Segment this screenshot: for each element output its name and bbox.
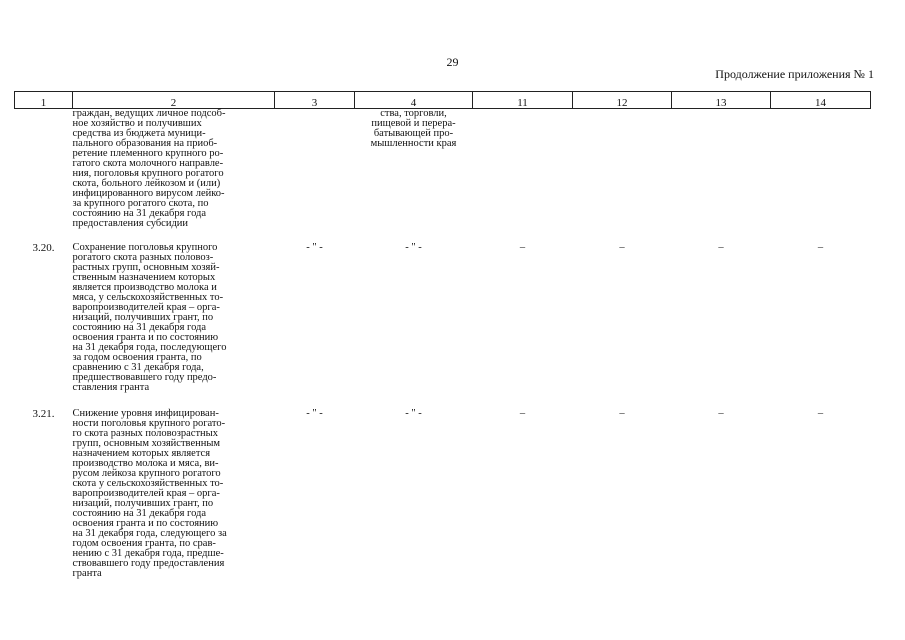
continuation-caption: Продолжение приложения № 1 [715, 67, 874, 81]
row-col-11: – [519, 408, 526, 419]
description-line: низаций, получивших грант, по [72, 498, 214, 509]
table-row [15, 409, 871, 579]
table-row [15, 243, 871, 409]
header-col-12: 12 [573, 92, 672, 109]
description-line: русом лейкоза крупного рогатого [72, 468, 221, 479]
row-col-4 [355, 409, 473, 579]
col4-line: - " - [405, 408, 422, 419]
description-line: состоянию на 31 декабря года [72, 322, 207, 333]
appendix-table [14, 91, 871, 579]
row-description [73, 409, 275, 579]
description-line: средства из бюджета муници- [72, 128, 206, 139]
description-line: за годом освоения гранта, по [72, 352, 202, 363]
description-line: гатого скота молочного направле- [72, 158, 224, 169]
description-line: ретение племенного крупного ро- [72, 148, 224, 159]
row-number: 3.21. [32, 408, 55, 420]
description-line: го скота разных половозрастных [72, 428, 218, 439]
col4-line: пищевой и перера- [371, 118, 456, 129]
description-line: состоянию на 31 декабря года [72, 508, 207, 519]
page-number: 29 [446, 55, 459, 69]
description-line: варопроизводителей края – орга- [72, 488, 220, 499]
row-number [15, 109, 73, 244]
table-row [15, 109, 871, 244]
description-line: сравнению с 31 декабря года, [72, 362, 204, 373]
row-col-14 [771, 109, 871, 244]
row-col-13: – [718, 408, 724, 419]
description-line: на 31 декабря года, последующего [72, 342, 227, 353]
description-line: предоставления субсидии [72, 218, 189, 229]
row-col-12: – [619, 408, 625, 419]
row-col-12: – [619, 242, 625, 253]
description-line: Сохранение поголовья крупного [72, 242, 218, 253]
header-col-14: 14 [771, 92, 871, 109]
col4-line: ства, торговли, [380, 108, 447, 119]
header-col-2: 2 [73, 92, 275, 109]
description-line: ное хозяйство и получивших [72, 118, 202, 129]
col4-line: мышленности края [370, 138, 457, 149]
row-col-11 [473, 109, 573, 244]
description-line: гранта [72, 568, 102, 579]
description-line: освоения гранта и по состоянию [72, 518, 219, 529]
description-line: на 31 декабря года, следующего за [72, 528, 227, 539]
row-col-13: – [718, 242, 724, 253]
header-col-1: 1 [15, 92, 73, 109]
row-col-3 [275, 109, 355, 244]
row-number: 3.20. [32, 242, 55, 254]
description-line: Снижение уровня инфицирован- [72, 408, 219, 419]
description-line: нению с 31 декабря года, предше- [72, 548, 224, 559]
row-col-12 [573, 109, 672, 244]
description-line: за крупного рогатого скота, по [72, 198, 209, 209]
header-col-11: 11 [473, 92, 573, 109]
description-line: ствовавшего году предоставления [72, 558, 225, 569]
header-row [15, 92, 871, 109]
row-col-3: - " - [306, 408, 323, 419]
description-line: растных групп, основным хозяй- [72, 262, 220, 273]
description-line: низаций, получивших грант, по [72, 312, 214, 323]
col4-line: - " - [405, 242, 422, 253]
description-line: ности поголовья крупного рогато- [72, 418, 226, 429]
description-line: групп, основным хозяйственным [72, 438, 221, 449]
row-col-14: – [817, 242, 824, 253]
description-line: ставления гранта [72, 382, 150, 393]
row-col-3: - " - [306, 242, 323, 253]
row-col-11: – [519, 242, 526, 253]
description-line: ния, поголовья крупного рогатого [72, 168, 224, 179]
header-col-3: 3 [275, 92, 355, 109]
description-line: состоянию на 31 декабря года [72, 208, 207, 219]
description-line: варопроизводителей края – орга- [72, 302, 220, 313]
description-line: пального образования на приоб- [72, 138, 218, 149]
description-line: скота у сельскохозяйственных то- [72, 478, 224, 489]
row-col-13 [672, 109, 771, 244]
description-line: производство молока и мяса, ви- [72, 458, 219, 469]
col4-line: батывающей про- [373, 128, 454, 139]
description-line: рогатого скота разных половоз- [72, 252, 214, 263]
description-line: назначением которых является [72, 448, 211, 459]
row-col-4 [355, 109, 473, 244]
row-description [73, 243, 275, 409]
description-line: предшествовавшего году предо- [72, 372, 217, 383]
description-line: является производство молока и [72, 282, 217, 293]
header-col-4: 4 [355, 92, 473, 109]
row-col-14: – [817, 408, 824, 419]
description-line: освоения гранта и по состоянию [72, 332, 219, 343]
description-line: скота, больного лейкозом и (или) [72, 178, 221, 189]
description-line: годом освоения гранта, по срав- [72, 538, 216, 549]
description-line: мяса, у сельскохозяйственных то- [72, 292, 224, 303]
header-col-13: 13 [672, 92, 771, 109]
row-description [73, 109, 275, 244]
description-line: инфицированного вирусом лейко- [72, 188, 225, 199]
description-line: граждан, ведущих личное подсоб- [72, 108, 226, 119]
description-line: ственным назначением которых [72, 272, 216, 283]
row-col-4 [355, 243, 473, 409]
